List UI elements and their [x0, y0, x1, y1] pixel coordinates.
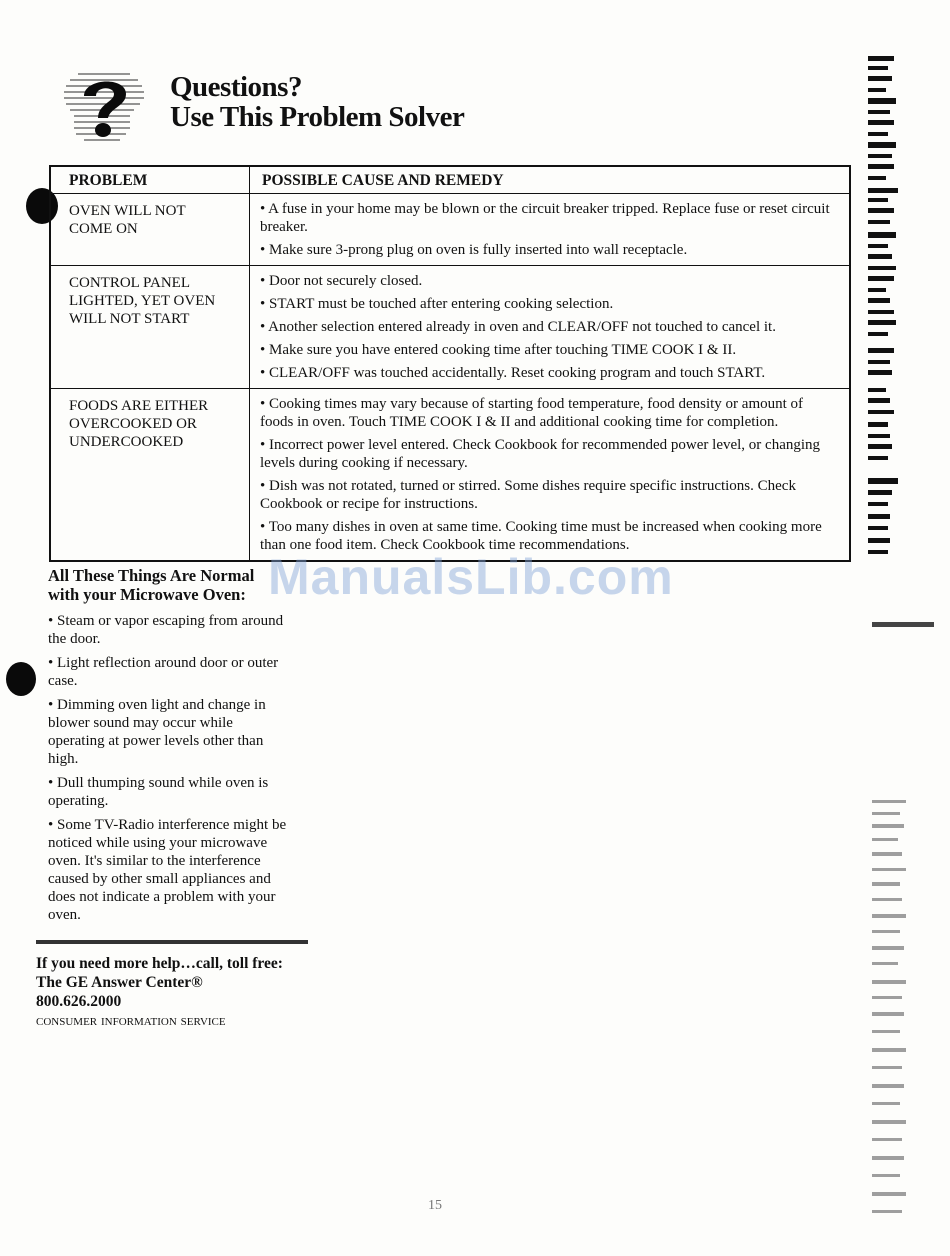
- help-contact: [36, 954, 283, 1030]
- remedy-item: • CLEAR/OFF was touched accidentally. Reset cooking program and touch START.: [260, 365, 766, 381]
- list-item: • Some TV-Radio interference might be noticed while using your microwave oven. It's similar to the interference caused by other small appliances and does not indicate a problem with your oven.: [48, 817, 287, 923]
- watermark: ManualsLib.com: [268, 549, 674, 605]
- help-line: consumer information service: [36, 1012, 226, 1029]
- problem-text: CONTROL PANEL: [69, 275, 190, 291]
- remedy-item: • Make sure you have entered cooking time after touching TIME COOK I & II.: [260, 342, 737, 358]
- remedy-item: • Door not securely closed.: [260, 273, 423, 289]
- help-line: If you need more help…call, toll free:: [36, 955, 283, 972]
- title-line-2: Use This Problem Solver: [170, 101, 465, 133]
- remedy-item: • A fuse in your home may be blown or the circuit breaker tripped. Replace fuse or reset circuit breaker.: [260, 201, 830, 235]
- remedy-item: • Another selection entered already in oven and CLEAR/OFF not touched to cancel it.: [260, 319, 776, 335]
- question-mark-icon: [60, 66, 150, 152]
- remedy-item: • Too many dishes in oven at same time. Cooking time must be increased when cooking more than one food item. Check Cookbook time recommendations.: [260, 519, 822, 553]
- table-row: [50, 389, 850, 562]
- help-line: The GE Answer Center®: [36, 974, 203, 991]
- problem-text: LIGHTED, YET OVEN: [69, 293, 216, 309]
- problem-cell: [50, 266, 250, 389]
- remedy-item: • Cooking times may vary because of starting food temperature, food density or amount of foods in oven. Touch TIME COOK I & II and additional cooking time for completion.: [260, 396, 804, 430]
- list-item: • Steam or vapor escaping from around the door.: [48, 613, 284, 647]
- problem-text: COME ON: [69, 221, 138, 237]
- heading-line-1: All These Things Are Normal: [48, 566, 255, 585]
- page-number: 15: [428, 1198, 442, 1213]
- remedy-item: • Dish was not rotated, turned or stirred. Some dishes require specific instructions. Check Cookbook or recipe for instructions.: [260, 478, 796, 512]
- problem-cell: [50, 389, 250, 562]
- edge-scan-marks: [866, 48, 902, 558]
- heading-line-2: with your Microwave Oven:: [48, 585, 246, 604]
- remedy-cell: [250, 266, 851, 389]
- list-item: • Dull thumping sound while oven is operating.: [48, 775, 269, 809]
- section-heading: [48, 566, 288, 604]
- list-item: • Light reflection around door or outer case.: [48, 655, 279, 689]
- punch-hole: [6, 662, 36, 696]
- table-row: [50, 266, 850, 389]
- edge-mark: [872, 622, 934, 627]
- remedy-cell: [250, 194, 851, 266]
- phone-number: 800.626.2000: [36, 993, 122, 1010]
- column-header-problem: PROBLEM: [50, 166, 250, 194]
- title-line-1: Questions?: [170, 71, 302, 103]
- table-row: [50, 194, 850, 266]
- problem-text: OVERCOOKED OR: [69, 416, 197, 432]
- table-header-row: [50, 166, 850, 194]
- problem-text: WILL NOT START: [69, 311, 190, 327]
- remedy-item: • Incorrect power level entered. Check Cookbook for recommended power level, or changing levels during cooking if necessary.: [260, 437, 821, 471]
- list-item: • Dimming oven light and change in blower sound may occur while operating at power levels other than high.: [48, 697, 266, 767]
- problem-cell: [50, 194, 250, 266]
- page-title: [170, 72, 464, 132]
- divider: [36, 940, 308, 944]
- problem-solver-table: [49, 165, 851, 562]
- normal-things-section: [48, 566, 288, 930]
- problem-text: UNDERCOOKED: [69, 434, 184, 450]
- problem-text: OVEN WILL NOT: [69, 203, 186, 219]
- remedy-item: • START must be touched after entering cooking selection.: [260, 296, 614, 312]
- remedy-item: • Make sure 3-prong plug on oven is fully inserted into wall receptacle.: [260, 242, 688, 258]
- problem-text: FOODS ARE EITHER: [69, 398, 209, 414]
- edge-scan-marks: [870, 790, 950, 1240]
- remedy-cell: [250, 389, 851, 562]
- normal-list: [48, 612, 288, 924]
- column-header-remedy: POSSIBLE CAUSE AND REMEDY: [250, 166, 851, 194]
